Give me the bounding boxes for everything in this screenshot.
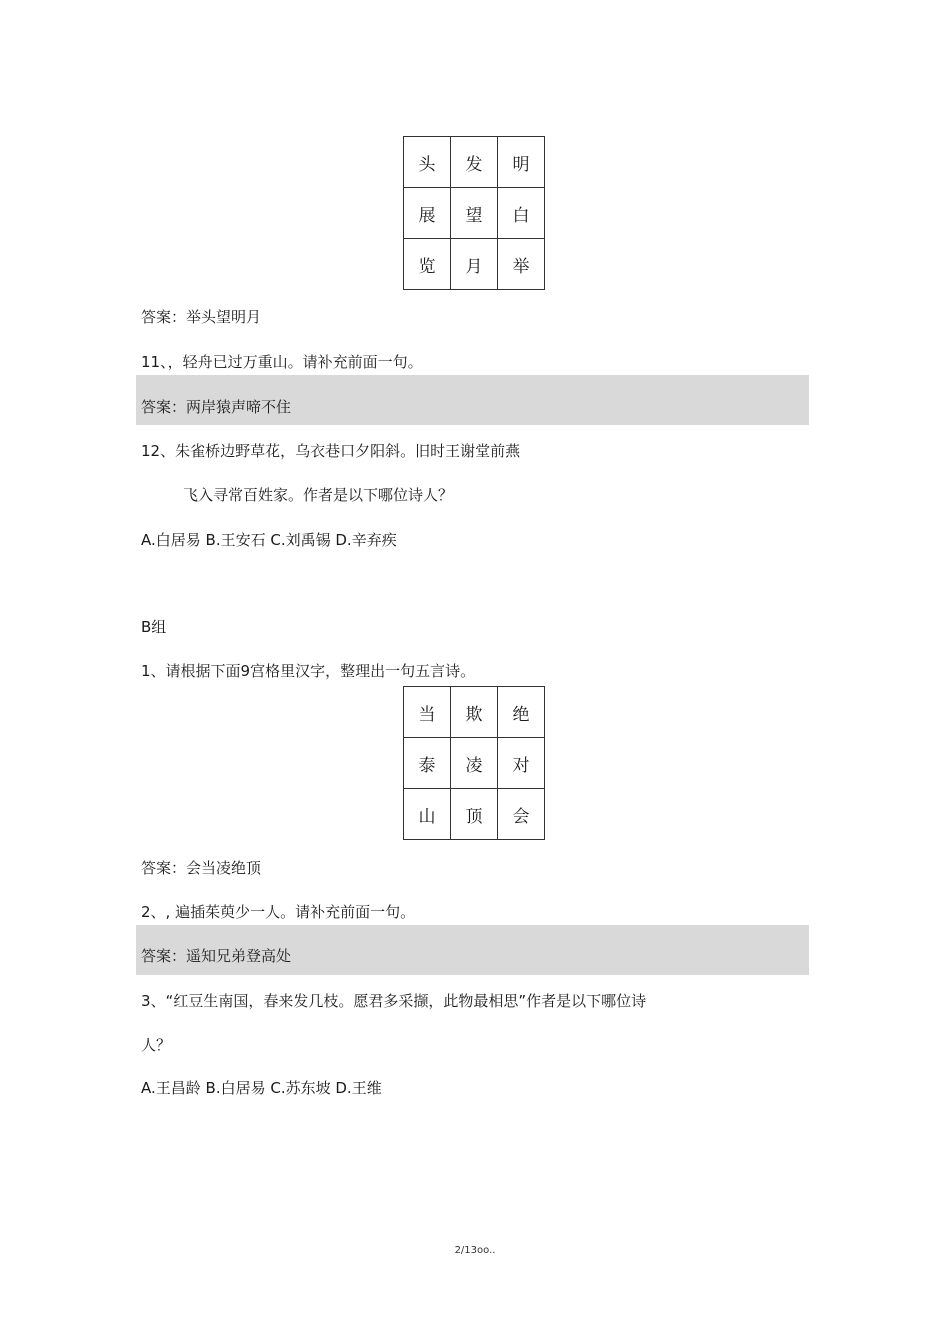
grid-cell: 凌 <box>451 738 498 789</box>
character-grid-b <box>403 686 545 840</box>
grid-cell: 顶 <box>451 789 498 840</box>
page-number: 2/13oo.. <box>454 1245 496 1256</box>
grid-cell: 览 <box>404 239 451 290</box>
grid-cell: 月 <box>451 239 498 290</box>
grid-cell: 发 <box>451 137 498 188</box>
answer-10: 答案：举头望明月 <box>141 308 262 326</box>
grid-cell: 展 <box>404 188 451 239</box>
question-b3-line2: 人？ <box>141 1036 172 1054</box>
group-b-heading: B组 <box>141 618 167 636</box>
question-12-line1: 12、朱雀桥边野草花，乌衣巷口夕阳斜。旧时王谢堂前燕 <box>141 442 521 460</box>
grid-cell: 泰 <box>404 738 451 789</box>
answer-b2: 答案：遥知兄弟登高处 <box>141 947 292 965</box>
question-12-line2: 飞入寻常百姓家。作者是以下哪位诗人？ <box>183 486 454 504</box>
grid-cell: 头 <box>404 137 451 188</box>
grid-cell: 绝 <box>498 687 545 738</box>
answer-b1: 答案：会当凌绝顶 <box>141 859 262 877</box>
grid-cell: 举 <box>498 239 545 290</box>
grid-cell: 白 <box>498 188 545 239</box>
grid-cell: 明 <box>498 137 545 188</box>
grid-cell: 会 <box>498 789 545 840</box>
grid-cell: 对 <box>498 738 545 789</box>
grid-cell: 望 <box>451 188 498 239</box>
question-b2: 2、, 遍插茱萸少一人。请补充前面一句。 <box>141 903 416 921</box>
grid-cell: 欺 <box>451 687 498 738</box>
answer-11: 答案：两岸猿声啼不住 <box>141 398 292 416</box>
question-b3-options: A.王昌龄 B.白居易 C.苏东坡 D.王维 <box>141 1079 382 1097</box>
character-grid-a <box>403 136 545 290</box>
grid-cell: 当 <box>404 687 451 738</box>
question-12-options: A.白居易 B.王安石 C.刘禹锡 D.辛弃疾 <box>141 531 397 549</box>
question-b1: 1、请根据下面9宫格里汉字，整理出一句五言诗。 <box>141 662 476 680</box>
question-b3-line1: 3、“红豆生南国，春来发几枝。愿君多采撷，此物最相思”作者是以下哪位诗 <box>141 992 647 1010</box>
grid-cell: 山 <box>404 789 451 840</box>
question-11: 11、，轻舟已过万重山。请补充前面一句。 <box>141 353 423 371</box>
